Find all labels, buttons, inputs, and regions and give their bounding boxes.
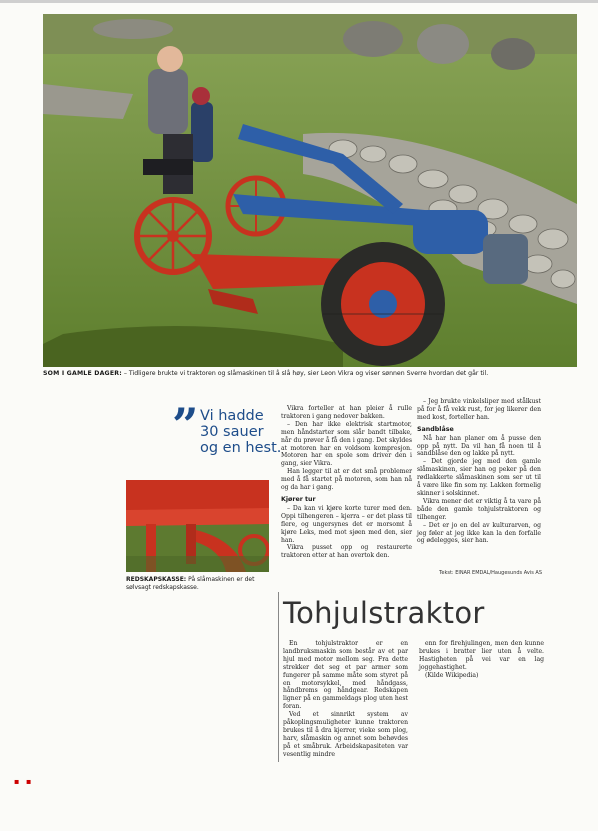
quote-line-3: og en hest. [200, 440, 282, 456]
subheading-kjorer-tur: Kjører tur [281, 495, 316, 503]
paragraph: – Jeg brukte vinkelsliper med stålkust på for å få vekk rust, for jeg likerer den med kost, forteller han. [417, 398, 541, 421]
byline-credit: Tekst: EINAR EMDAL/Haugesunds Avis AS [439, 570, 542, 576]
paragraph: En tohjulstraktor er en landbruksmaskin som består av et par hjul med motor mellom seg. Fra dette strekker det seg et par armer som fungerer på samme måte som styret på en motorsykkel, med håndgass, håndbrems og håndgear. Redskapen ligner på en gammeldags plog uten hest foran. [283, 640, 408, 711]
paragraph: Vikra mener det er viktig å ta vare på både den gamle tohjulstraktoren og tilhenger. [417, 497, 541, 521]
fact-box-rule [278, 592, 279, 762]
paragraph: – Da kan vi kjøre korte turer med den. Oppi tilhengeren – kjerra – er det plass til flere, og ungersynes det er morsomt å kjøre Leks, med mot sjøen med den, sier han. [281, 504, 412, 544]
main-photo-caption [43, 370, 577, 378]
quote-line-2: 30 sauer [200, 424, 264, 440]
pull-quote [172, 398, 282, 482]
paragraph: Nå har han planer om å pusse den opp på nytt. Da vil han få noen til å sandblåse den og lakke på nytt. [417, 434, 541, 458]
paragraph: Vikra pusset opp og restaurerte traktoren etter at han overtok den. [281, 544, 412, 560]
caption-text: – Tidligere brukte vi traktoren og slåmaskinen til å slå høy, sier Leon Vikra og viser sønnen Sverre hvordan det går til. [121, 370, 489, 377]
paragraph: – Den har ikke elektrisk startmotor, men håndstarter som slår bandt tilbake, når du prøver å få den i gang. Det skyldes at motoren har en voldsom kompresjon. Motoren har en spole som driver den i gang, sier Vikra. [281, 420, 412, 468]
paragraph: enn for firehjulingen, men den kunne brukes i bratter lier uten å velte. Hastigheten på vei var en lag joggehastighet. [419, 640, 544, 671]
mower-photo-caption [126, 576, 269, 592]
small-caption-lead: REDSKAPSKASSE: [126, 576, 187, 583]
mower-photo [126, 480, 269, 572]
quote-line-1: Vi hadde [200, 408, 264, 424]
paragraph: (Kilde Wikipedia) [425, 671, 479, 679]
paragraph: Ved et sinnrikt system av påkoplingsmuligheter kunne traktoren brukes til å dra kjerrer, vieke som plog, harv, slåmaskin og annet som behøvdes på et småbruk. Arbeidskapasiteten var vesentlig mindre [283, 711, 408, 758]
paragraph: Han legger til at er det små problemer med å få startet på motoren, som han nå og da har i gang. [281, 468, 412, 492]
article-column-1 [281, 405, 412, 560]
paragraph: Vikra forteller at han pleier å rulle traktoren i gang nedover bakken. [281, 405, 412, 420]
caption-lead: SOM I GAMLE DAGER: [43, 370, 122, 377]
pull-quote-text [200, 408, 281, 456]
page-top-rule [0, 0, 598, 3]
quote-mark-icon: ” [172, 398, 199, 452]
small-caption-text: På slåmaskinen er det sølvsagt redskapskasse. [126, 576, 255, 591]
fact-box-headline: Tohjulstraktor [283, 596, 485, 630]
paragraph: – Det gjorde jeg med den gamle slåmaskinen, sier han og peker på den rødlakkerte slåmaskinen som ser ut til å være like fin som ny. Lakken formelig skinner i solskinnet. [417, 458, 541, 497]
fact-column-1 [283, 640, 408, 759]
fact-column-2 [419, 640, 544, 680]
paragraph: – Det er jo en del av kulturarven, og jeg føler at jeg ikke kan la den forfalle og ødelegges, sier han. [417, 521, 541, 545]
subheading-sandblase: Sandblåse [417, 425, 454, 433]
article-column-2 [417, 398, 541, 545]
tractor-photo [43, 14, 577, 367]
print-registration-marks: ▪ ▪ [14, 777, 34, 786]
